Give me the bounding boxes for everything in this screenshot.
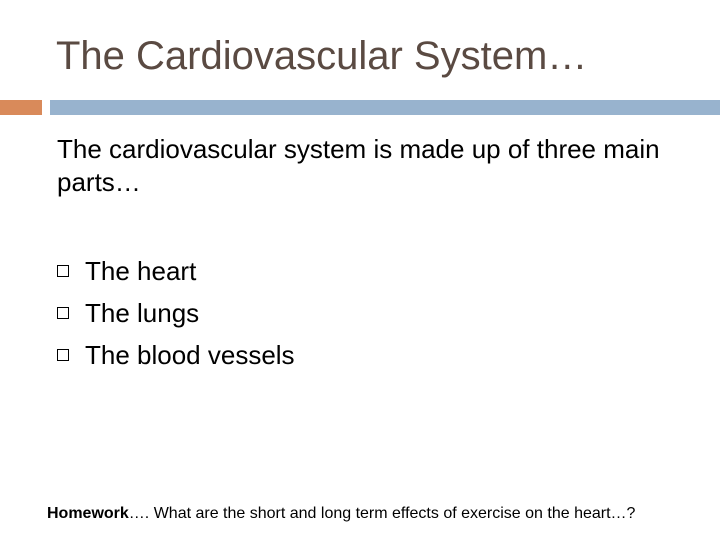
bullet-item-blood-vessels <box>56 334 295 376</box>
square-bullet-icon <box>57 265 69 277</box>
bullet-list <box>56 250 295 376</box>
intro-text: The cardiovascular system is made up of three main parts… <box>57 134 660 197</box>
bullet-label: The heart <box>85 255 197 286</box>
square-bullet-icon <box>57 307 69 319</box>
bullet-label: The blood vessels <box>85 339 295 370</box>
homework-text: …. What are the short and long term effects of exercise on the heart…? <box>128 505 636 522</box>
accent-bar-blue <box>50 100 720 115</box>
slide-title: The Cardiovascular System… <box>56 34 588 78</box>
bullet-item-heart <box>56 250 295 292</box>
accent-bar-orange <box>0 100 42 115</box>
bullet-item-lungs <box>56 292 295 334</box>
homework-note <box>47 505 635 523</box>
bullet-label: The lungs <box>85 297 200 328</box>
homework-label: Homework <box>47 505 129 522</box>
square-bullet-icon <box>57 349 69 361</box>
